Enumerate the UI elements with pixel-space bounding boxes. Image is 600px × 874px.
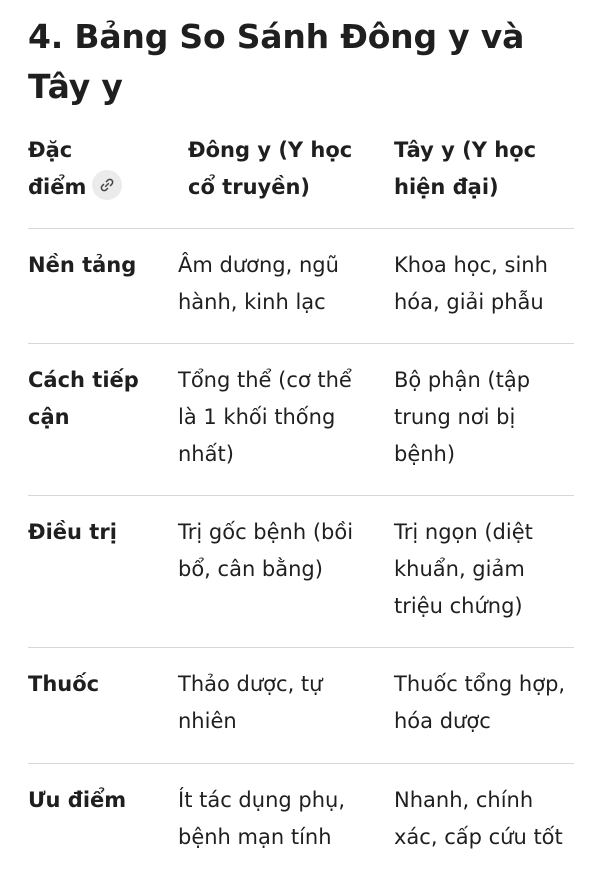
cell-line: Nền tảng [28, 253, 137, 277]
cell-line: hành, kinh lạc [178, 290, 326, 314]
cell-line: Âm dương, ngũ [178, 253, 339, 277]
cell-line: hóa dược [394, 709, 491, 733]
header-east [188, 132, 383, 206]
cell-line: là 1 khối thống [178, 405, 336, 429]
cell-line: xác, cấp cứu tốt [394, 825, 563, 849]
cell-line: Thảo dược, tự [178, 672, 323, 696]
cell-line: Trị ngọn (diệt [394, 520, 533, 544]
row-west [394, 782, 574, 856]
cell-line: Tổng thể (cơ thể [178, 368, 352, 392]
header-feature [28, 132, 168, 206]
table-row [28, 229, 574, 344]
cell-line: khuẩn, giảm [394, 557, 525, 581]
row-feature [28, 362, 168, 436]
cell-line: nhiên [178, 709, 237, 733]
comparison-table [28, 130, 574, 874]
table-row [28, 496, 574, 648]
row-east [178, 362, 378, 473]
cell-line: hóa, giải phẫu [394, 290, 544, 314]
cell-line: nhất) [178, 442, 234, 466]
row-west [394, 514, 574, 625]
row-east [178, 247, 378, 321]
cell-line: bổ, cân bằng) [178, 557, 323, 581]
header-feature-line1: Đặc [28, 138, 73, 162]
header-east-line1: Đông y (Y học [188, 138, 353, 162]
header-feature-line2: điểm [28, 175, 87, 199]
link-button[interactable] [92, 170, 122, 200]
table-row [28, 648, 574, 764]
row-east [178, 782, 378, 856]
row-feature [28, 666, 168, 703]
row-west [394, 362, 574, 473]
cell-line: Trị gốc bệnh (bồi [178, 520, 354, 544]
cell-line: Khoa học, sinh [394, 253, 548, 277]
cell-line: bệnh) [394, 442, 456, 466]
row-west [394, 247, 574, 321]
cell-line: Bộ phận (tập [394, 368, 531, 392]
link-icon [100, 178, 114, 192]
header-west [394, 132, 574, 206]
row-east [178, 666, 378, 740]
row-feature [28, 514, 168, 551]
page-title: 4. Bảng So Sánh Đông y và Tây y [28, 17, 525, 106]
cell-line: Thuốc tổng hợp, [394, 672, 566, 696]
cell-line: triệu chứng) [394, 594, 523, 618]
cell-line: cận [28, 405, 70, 429]
table-row [28, 344, 574, 496]
table-header-row [28, 130, 574, 229]
cell-line: Cách tiếp [28, 368, 139, 392]
cell-line: Ít tác dụng phụ, [178, 788, 346, 812]
table-row [28, 764, 574, 874]
row-west [394, 666, 574, 740]
header-west-line1: Tây y (Y học [394, 138, 537, 162]
cell-line: Ưu điểm [28, 788, 127, 812]
row-feature [28, 782, 168, 819]
row-east [178, 514, 378, 588]
cell-line: Thuốc [28, 672, 100, 696]
header-east-line2: cổ truyền) [188, 175, 311, 199]
cell-line: Điều trị [28, 520, 117, 544]
row-feature [28, 247, 168, 284]
cell-line: trung nơi bị [394, 405, 516, 429]
header-west-line2: hiện đại) [394, 175, 499, 199]
cell-line: bệnh mạn tính [178, 825, 332, 849]
cell-line: Nhanh, chính [394, 788, 534, 812]
